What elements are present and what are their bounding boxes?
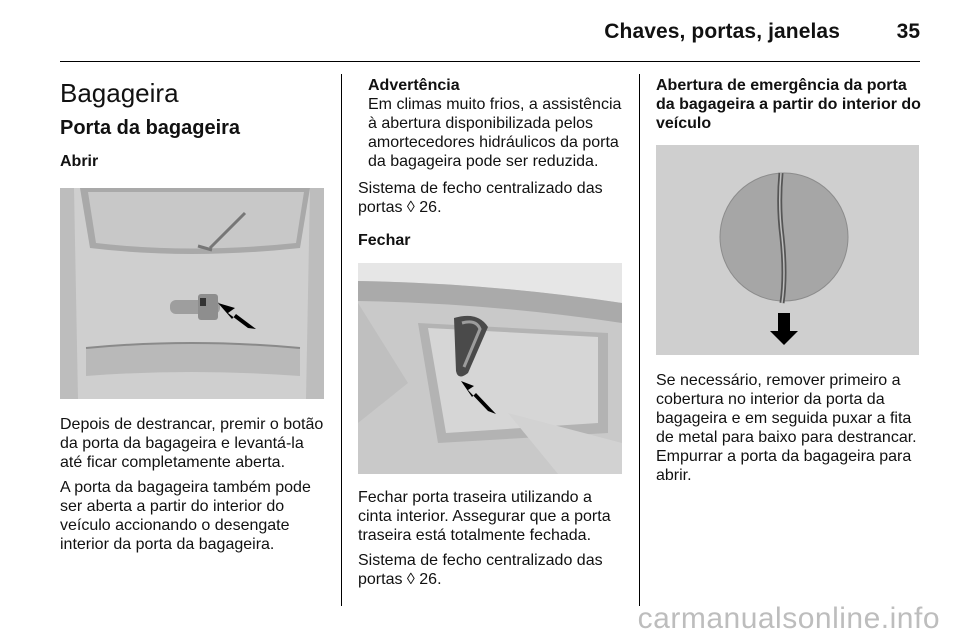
closing-strap-illustration (358, 263, 622, 474)
tailgate-handle-illustration (60, 188, 324, 399)
heading-open: Abrir (60, 153, 99, 170)
paragraph-close-instructions: Fechar porta traseira utilizando a cinta interior. Assegurar que a porta traseira está totalmente fechada. (358, 489, 611, 544)
column-right (656, 76, 921, 485)
column-left (60, 78, 328, 554)
paragraph-open-instructions: Depois de destrancar, premir o botão da porta da bagageira e levantá-la até ficar completamente aberta. (60, 416, 324, 471)
column-divider (341, 74, 342, 606)
emergency-release-illustration (656, 145, 919, 355)
figure-tailgate-handle (60, 188, 324, 399)
header-title: Chaves, portas, janelas (604, 20, 840, 43)
heading-emergency-opening: Abertura de emergência da porta da bagageira a partir do interior do veículo (656, 77, 921, 132)
reference-central-locking: Sistema de fecho centralizado das portas ◊ 26. (358, 180, 603, 216)
paragraph-interior-release: A porta da bagageira também pode ser aberta a partir do interior do veículo accionando o desengate interior da porta da bagageira. (60, 479, 311, 553)
header-rule (60, 61, 920, 62)
heading-close: Fechar (358, 232, 411, 249)
warning-body: Em climas muito frios, a assistência à abertura disponibilizada pelos amortecedores hidráulicos da porta da bagageira pode ser reduzida. (368, 96, 622, 170)
watermark: carmanualsonline.info (637, 602, 940, 635)
column-divider (639, 74, 640, 606)
figure-closing-strap (358, 263, 622, 474)
section-title: Bagageira (60, 78, 179, 108)
paragraph-emergency-instructions: Se necessário, remover primeiro a cobertura no interior da porta da bagageira e em seguida puxar a fita de metal para baixo para destrancar. Empurrar a porta da bagageira para abrir. (656, 372, 917, 484)
column-middle (358, 76, 624, 589)
figure-emergency-release (656, 145, 919, 355)
warning-title: Advertência (368, 77, 460, 94)
reference-central-locking-2: Sistema de fecho centralizado das portas ◊ 26. (358, 552, 603, 588)
subsection-title: Porta da bagageira (60, 117, 241, 139)
warning-box (358, 76, 624, 171)
page-number: 35 (896, 20, 920, 43)
